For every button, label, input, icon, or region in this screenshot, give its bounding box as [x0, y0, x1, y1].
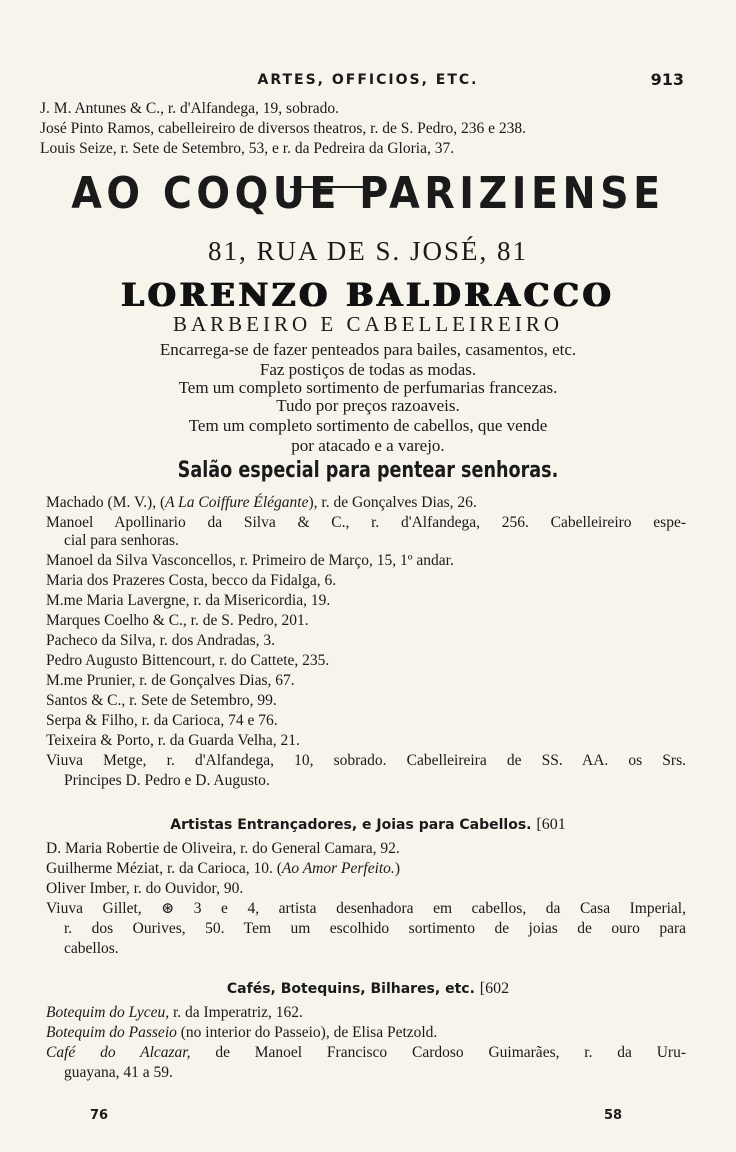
section-heading-cafes: Cafés, Botequins, Bilhares, etc. [602 [226, 980, 510, 997]
list-item: Pedro Augusto Bittencourt, r. do Cattete, 235. [46, 652, 330, 669]
list-item: Teixeira & Porto, r. da Guarda Velha, 21. [46, 732, 300, 749]
signature-mark-right: 58 [604, 1108, 623, 1123]
ad-line: Encarrega-se de fazer penteados para bailes, casamentos, etc. [159, 340, 577, 359]
list-item: D. Maria Robertie de Oliveira, r. do General Camara, 92. [46, 840, 400, 857]
list-item: Marques Coelho & C., r. de S. Pedro, 201. [46, 612, 309, 629]
list-item: Guilherme Méziat, r. da Carioca, 10. (Ao Amor Perfeito.) [46, 860, 400, 877]
list-item-continuation: cial para senhoras. [64, 532, 179, 549]
ad-salon: Salão especial para pentear senhoras. [177, 458, 559, 483]
list-item: Botequim do Lyceu, r. da Imperatriz, 162. [46, 1004, 303, 1021]
list-item: J. M. Antunes & C., r. d'Alfandega, 19, sobrado. [40, 100, 339, 117]
running-title: ARTES, OFFICIOS, ETC. [257, 72, 479, 88]
list-item: Santos & C., r. Sete de Setembro, 99. [46, 692, 277, 709]
ad-line: Tudo por preços razoaveis. [276, 396, 460, 415]
signature-mark-left: 76 [90, 1108, 109, 1123]
ad-line: Tem um completo sortimento de cabellos, que vende [188, 416, 548, 435]
list-item: Machado (M. V.), (A La Coiffure Élégante), r. de Gonçalves Dias, 26. [46, 494, 477, 511]
list-item-continuation: Principes D. Pedro e D. Augusto. [64, 772, 270, 789]
ad-proprietor-name: LORENZO BALDRACCO [121, 276, 615, 314]
list-item: M.me Maria Lavergne, r. da Misericordia, 19. [46, 592, 331, 609]
list-item: Café do Alcazar, de Manoel Francisco Cardoso Guimarães, r. da Uru- [46, 1044, 686, 1061]
ad-title: AO COQUE PARIZIENSE [71, 168, 665, 219]
list-item-continuation: cabellos. [64, 940, 119, 957]
list-item-continuation: r. dos Ourives, 50. Tem um escolhido sortimento de joias de ouro para [64, 920, 686, 937]
list-item: Serpa & Filho, r. da Carioca, 74 e 76. [46, 712, 278, 729]
list-item: Manoel Apollinario da Silva & C., r. d'Alfandega, 256. Cabelleireiro espe- [46, 514, 686, 531]
list-item: José Pinto Ramos, cabelleireiro de diversos theatros, r. de S. Pedro, 236 e 238. [40, 120, 527, 137]
ad-line: por atacado e a varejo. [291, 436, 445, 455]
list-item: M.me Prunier, r. de Gonçalves Dias, 67. [46, 672, 295, 689]
list-item: Pacheco da Silva, r. dos Andradas, 3. [46, 632, 276, 649]
list-item: Viuva Gillet, ⊛ 3 e 4, artista desenhadora em cabellos, da Casa Imperial, [46, 900, 686, 917]
list-item: Manoel da Silva Vasconcellos, r. Primeiro de Março, 15, 1º andar. [46, 552, 454, 569]
ad-trade: BARBEIRO E CABELLEIREIRO [173, 312, 563, 336]
list-item-continuation: guayana, 41 a 59. [64, 1064, 173, 1081]
list-item: Viuva Metge, r. d'Alfandega, 10, sobrado. Cabelleireira de SS. AA. os Srs. [46, 752, 686, 769]
page-number: 913 [650, 70, 684, 89]
ad-address: 81, RUA DE S. JOSÉ, 81 [207, 236, 529, 266]
list-item: Maria dos Prazeres Costa, becco da Fidalga, 6. [46, 572, 337, 589]
ad-line: Faz postiços de todas as modas. [259, 360, 477, 379]
ad-line: Tem um completo sortimento de perfumarias francezas. [178, 378, 558, 397]
section-heading-artistas: Artistas Entrançadores, e Joias para Cabellos. [601 [170, 816, 566, 833]
list-item: Louis Seize, r. Sete de Setembro, 53, e r. da Pedreira da Gloria, 37. [40, 140, 455, 157]
list-item: Botequim do Passeio (no interior do Passeio), de Elisa Petzold. [46, 1024, 438, 1041]
list-item: Oliver Imber, r. do Ouvidor, 90. [46, 880, 244, 897]
